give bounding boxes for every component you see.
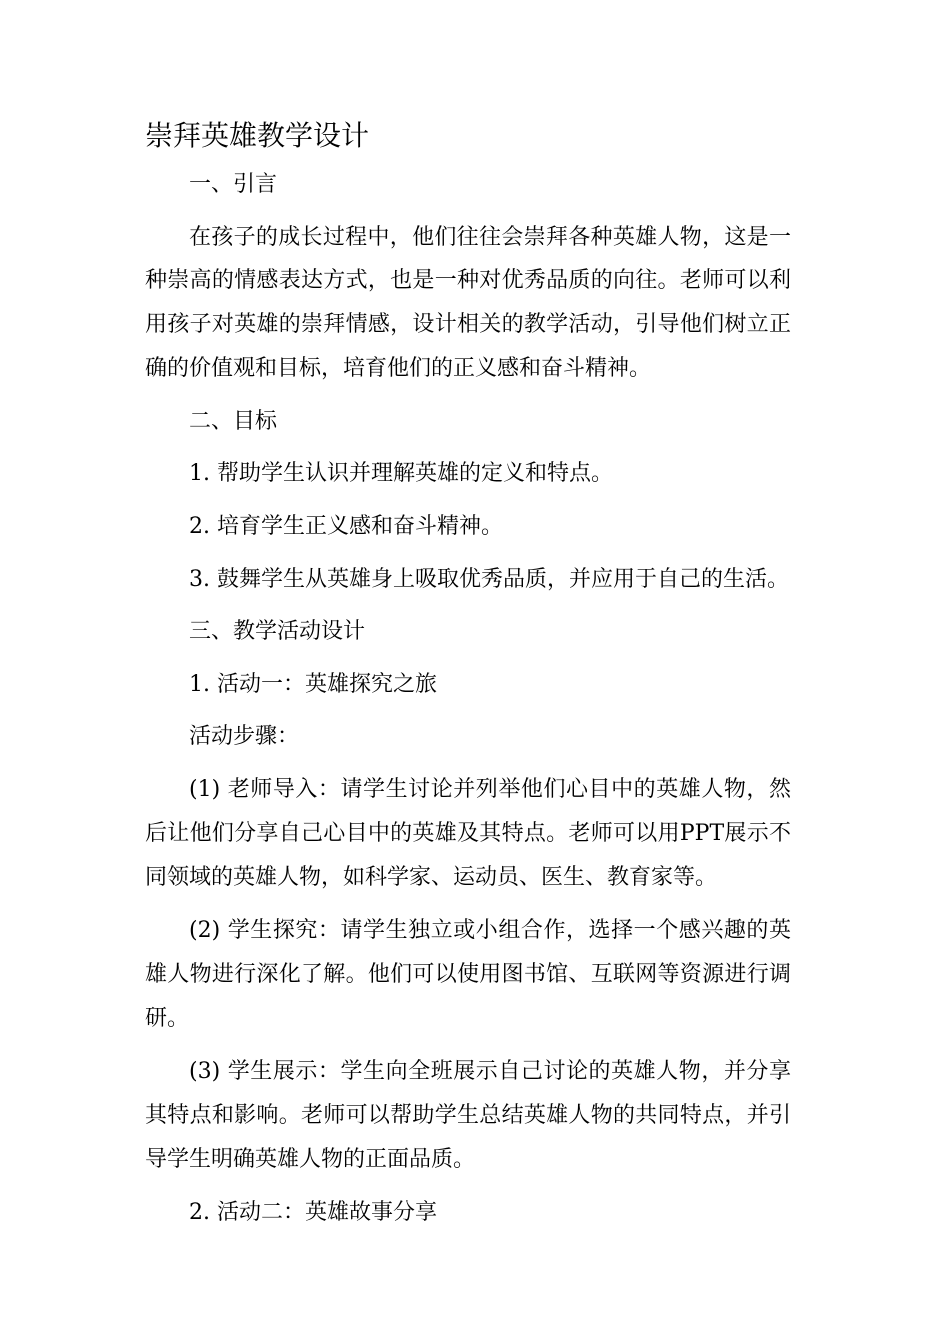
step-paragraph-line: 导学生明确英雄人物的正面品质。 [145, 1147, 476, 1172]
step-paragraph-line: (2) 学生探究：请学生独立或小组合作，选择一个感兴趣的英 [189, 918, 791, 943]
intro-paragraph-line: 确的价值观和目标，培育他们的正义感和奋斗精神。 [145, 356, 652, 381]
steps-label: 活动步骤： [189, 724, 300, 749]
step-paragraph-line: (1) 老师导入：请学生讨论并列举他们心目中的英雄人物，然 [189, 777, 791, 802]
intro-paragraph-line: 用孩子对英雄的崇拜情感，设计相关的教学活动，引导他们树立正 [145, 312, 791, 337]
goal-item: 2. 培育学生正义感和奋斗精神。 [189, 514, 503, 539]
step-paragraph-line: 同领域的英雄人物，如科学家、运动员、医生、教育家等。 [145, 865, 718, 890]
step-paragraph-line: 研。 [145, 1006, 190, 1031]
section-heading-activities: 三、教学活动设计 [189, 619, 366, 644]
intro-paragraph-line: 在孩子的成长过程中，他们往往会崇拜各种英雄人物，这是一 [189, 225, 791, 250]
intro-paragraph-line: 种崇高的情感表达方式，也是一种对优秀品质的向往。老师可以利 [145, 268, 791, 293]
activity-title: 1. 活动一：英雄探究之旅 [189, 672, 437, 697]
step-paragraph-line: 雄人物进行深化了解。他们可以使用图书馆、互联网等资源进行调 [145, 962, 791, 987]
section-heading-introduction: 一、引言 [189, 172, 278, 197]
goal-item: 3. 鼓舞学生从英雄身上吸取优秀品质，并应用于自己的生活。 [189, 567, 789, 592]
document-title: 崇拜英雄教学设计 [145, 119, 370, 152]
step-paragraph-line: 后让他们分享自己心目中的英雄及其特点。老师可以用PPT展示不 [145, 821, 791, 846]
section-heading-goals: 二、目标 [189, 409, 278, 434]
step-paragraph-line: (3) 学生展示：学生向全班展示自己讨论的英雄人物，并分享 [189, 1059, 791, 1084]
goal-item: 1. 帮助学生认识并理解英雄的定义和特点。 [189, 461, 613, 486]
activity-title: 2. 活动二：英雄故事分享 [189, 1200, 437, 1225]
step-paragraph-line: 其特点和影响。老师可以帮助学生总结英雄人物的共同特点，并引 [145, 1103, 791, 1128]
